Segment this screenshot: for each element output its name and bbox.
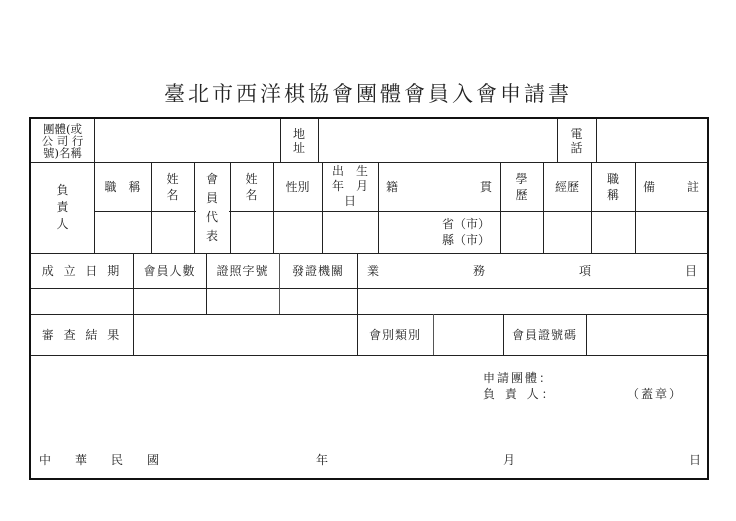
gender-header: 性別 — [285, 179, 310, 194]
origin-field[interactable] — [378, 211, 500, 253]
label-line: 話 — [570, 140, 583, 155]
rep-name-field[interactable] — [230, 211, 273, 253]
application-form-table — [29, 117, 709, 480]
experience-header: 經歷 — [554, 179, 579, 194]
business-items-field[interactable] — [357, 288, 707, 314]
experience-field[interactable] — [543, 211, 591, 253]
label-line: 名 — [245, 187, 258, 202]
member-count-field[interactable] — [133, 288, 206, 314]
label-line: 姓 — [166, 171, 179, 186]
remarks-header — [635, 162, 707, 211]
divider — [31, 355, 707, 356]
label-line: 歷 — [515, 187, 528, 202]
gender-field[interactable] — [273, 211, 322, 253]
education-field[interactable] — [500, 211, 543, 253]
label-line: 出 生 — [331, 164, 368, 178]
label-line: 電 — [570, 126, 583, 141]
membership-type-field[interactable] — [433, 314, 503, 355]
county-city-label: 縣（市） — [441, 233, 490, 247]
label-part: 項 — [578, 263, 591, 278]
label-line: 日 — [343, 194, 356, 208]
license-number-field[interactable] — [206, 288, 279, 314]
person-in-charge-sign-label: 負 責 人： — [483, 387, 557, 401]
label-line: 會 — [205, 171, 218, 186]
label-line: 址 — [292, 140, 305, 155]
label-line: 學 — [515, 171, 528, 186]
province-city-label: 省（市） — [441, 217, 490, 231]
rep-job-title-field[interactable] — [591, 211, 635, 253]
label-line: 地 — [292, 126, 305, 141]
issuing-agency-header: 發證機關 — [291, 263, 344, 278]
label-line: 職 — [606, 171, 619, 186]
label-line: 代 — [205, 209, 218, 224]
org-name-field[interactable] — [94, 119, 280, 162]
month-label: 月 — [503, 453, 520, 467]
form-title: 臺北市西洋棋協會團體會員入會申請書 — [164, 82, 572, 106]
origin-header — [378, 162, 500, 211]
phone-field[interactable] — [596, 119, 707, 162]
license-number-header: 證照字號 — [216, 263, 269, 278]
issuing-agency-field[interactable] — [279, 288, 357, 314]
label-part: 貫 — [479, 179, 492, 194]
label-part: 註 — [686, 179, 699, 194]
membership-type-label: 會別類別 — [368, 327, 421, 342]
label-line: 名 — [166, 187, 179, 202]
birth-date-field[interactable] — [322, 211, 378, 253]
member-card-number-label: 會員證號碼 — [511, 327, 577, 342]
review-result-label: 審 查 結 果 — [41, 327, 123, 342]
member-card-number-field[interactable] — [586, 314, 707, 355]
remarks-field[interactable] — [635, 211, 707, 253]
label-part: 籍 — [386, 179, 399, 194]
day-label: 日 — [689, 453, 706, 467]
label-line: 公 司 行 — [41, 133, 84, 148]
label-part: 業 — [367, 263, 380, 278]
member-count-header: 會員人數 — [143, 263, 196, 278]
label-line: 號)名稱 — [43, 145, 82, 160]
established-date-header: 成 立 日 期 — [41, 263, 123, 278]
review-result-field[interactable] — [133, 314, 357, 355]
label-line: 人 — [56, 217, 69, 231]
label-line: 負 — [56, 183, 69, 197]
job-title-field[interactable] — [94, 211, 151, 253]
label-line: 姓 — [245, 171, 258, 186]
label-line: 稱 — [606, 187, 619, 202]
name-header — [151, 162, 194, 211]
label-line: 年 月 — [331, 179, 368, 193]
label-line: 表 — [205, 228, 218, 243]
address-label — [280, 119, 318, 162]
birth-date-header — [322, 162, 378, 211]
established-date-field[interactable] — [31, 288, 133, 314]
address-field[interactable] — [318, 119, 557, 162]
business-items-header — [357, 253, 707, 288]
phone-label — [557, 119, 596, 162]
education-header — [500, 162, 543, 211]
label-line: 團體(或 — [43, 121, 82, 136]
label-part: 備 — [643, 179, 656, 194]
label-part: 務 — [472, 263, 485, 278]
label-part: 目 — [684, 263, 697, 278]
label-line: 責 — [56, 200, 69, 214]
job-title-header: 職 稱 — [104, 179, 141, 194]
year-label: 年 — [316, 453, 333, 467]
org-name-label — [31, 119, 94, 162]
seal-label: （蓋章） — [627, 387, 684, 401]
person-in-charge-label — [31, 162, 94, 253]
roc-label: 中 華 民 國 — [39, 453, 166, 467]
rep-job-title-header — [591, 162, 635, 211]
label-line: 員 — [205, 190, 218, 205]
rep-name-header — [230, 162, 273, 211]
applicant-org-label: 申請團體： — [483, 371, 554, 385]
member-representative-label — [194, 162, 230, 253]
name-field[interactable] — [151, 211, 194, 253]
